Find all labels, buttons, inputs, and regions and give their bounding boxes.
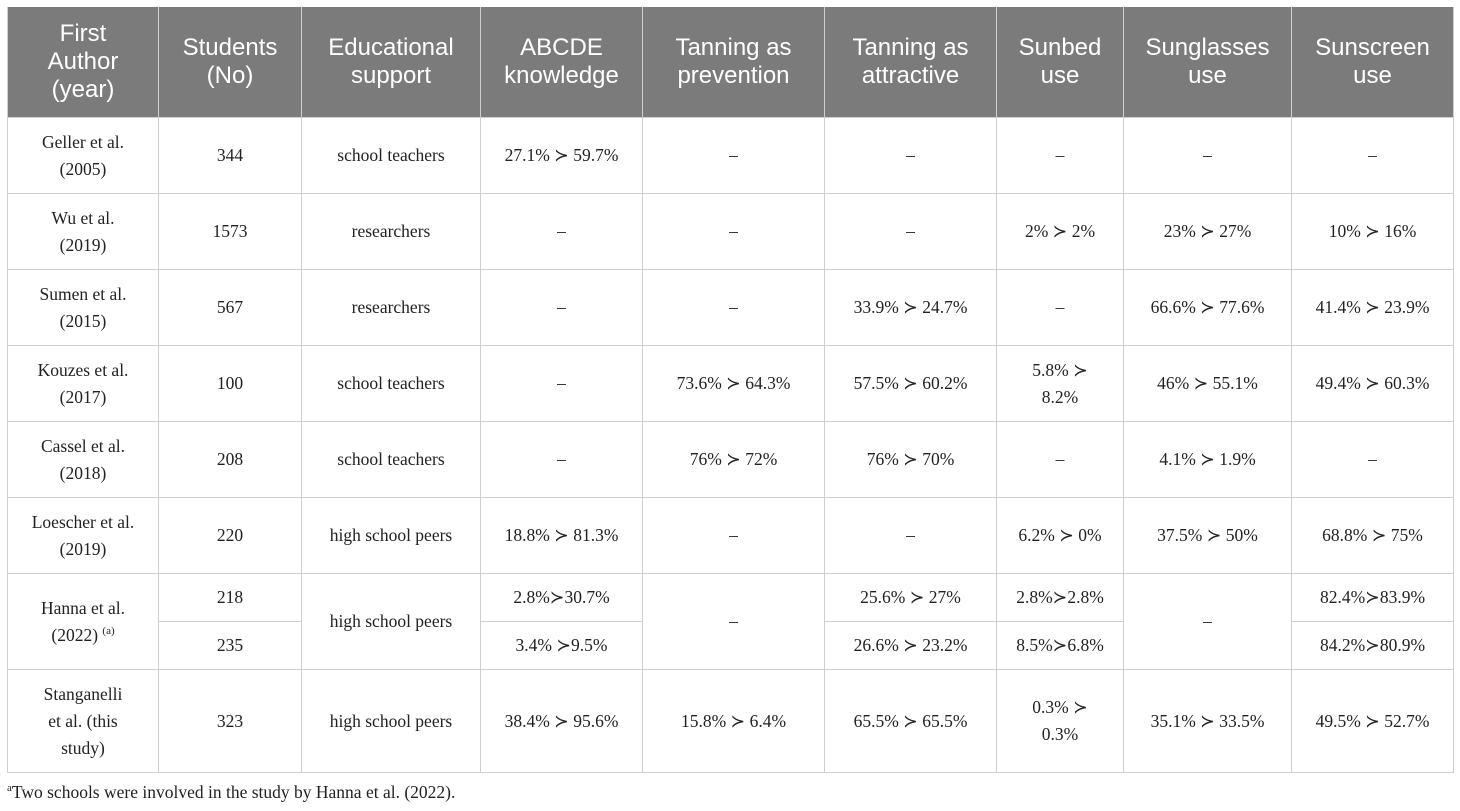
- cell-sunbed: –: [997, 422, 1124, 498]
- footnote-marker: (a): [102, 624, 115, 637]
- cell-author: Wu et al. (2019): [8, 194, 159, 270]
- cell-sunglasses: –: [1124, 118, 1292, 194]
- cell-support: school teachers: [302, 118, 481, 194]
- cell-attractive: –: [825, 118, 997, 194]
- cell-students: 220: [159, 498, 302, 574]
- cell-abcde: 3.4% ≻9.5%: [481, 622, 643, 670]
- table-row: [8, 118, 1454, 194]
- header-abcde: ABCDE knowledge: [481, 7, 643, 118]
- results-table: [7, 7, 1454, 773]
- cell-abcde: 2.8%≻30.7%: [481, 574, 643, 622]
- cell-support: high school peers: [302, 498, 481, 574]
- cell-author: Sumen et al. (2015): [8, 270, 159, 346]
- cell-author: Loescher et al. (2019): [8, 498, 159, 574]
- cell-sunglasses: 37.5% ≻ 50%: [1124, 498, 1292, 574]
- cell-students: 567: [159, 270, 302, 346]
- table-row-hanna-school-1: [8, 574, 1454, 622]
- results-table-container: [7, 7, 1453, 773]
- cell-sunbed: 0.3% ≻ 0.3%: [997, 670, 1124, 773]
- cell-sunglasses: 23% ≻ 27%: [1124, 194, 1292, 270]
- cell-prevention: –: [643, 270, 825, 346]
- cell-author: Kouzes et al. (2017): [8, 346, 159, 422]
- footnote-mark: a: [7, 782, 12, 795]
- cell-sunbed: 8.5%≻6.8%: [997, 622, 1124, 670]
- cell-attractive: 65.5% ≻ 65.5%: [825, 670, 997, 773]
- cell-support: school teachers: [302, 422, 481, 498]
- header-sunbed: Sunbed use: [997, 7, 1124, 118]
- cell-attractive: 57.5% ≻ 60.2%: [825, 346, 997, 422]
- cell-students: 235: [159, 622, 302, 670]
- cell-sunglasses: –: [1124, 574, 1292, 670]
- header-row: [8, 7, 1454, 118]
- cell-prevention: –: [643, 574, 825, 670]
- cell-prevention: –: [643, 194, 825, 270]
- header-sunscreen: Sunscreen use: [1292, 7, 1454, 118]
- table-row: [8, 422, 1454, 498]
- cell-students: 208: [159, 422, 302, 498]
- header-sunglasses: Sunglasses use: [1124, 7, 1292, 118]
- cell-support: researchers: [302, 194, 481, 270]
- cell-author: Stanganelli et al. (this study): [8, 670, 159, 773]
- header-tanning-attractive: Tanning as attractive: [825, 7, 997, 118]
- cell-abcde: –: [481, 194, 643, 270]
- cell-prevention: 73.6% ≻ 64.3%: [643, 346, 825, 422]
- cell-sunscreen: –: [1292, 422, 1454, 498]
- cell-attractive: 76% ≻ 70%: [825, 422, 997, 498]
- cell-attractive: –: [825, 498, 997, 574]
- cell-abcde: 38.4% ≻ 95.6%: [481, 670, 643, 773]
- table-row-this-study: [8, 670, 1454, 773]
- cell-attractive: 25.6% ≻ 27%: [825, 574, 997, 622]
- cell-sunbed: 6.2% ≻ 0%: [997, 498, 1124, 574]
- cell-abcde: –: [481, 346, 643, 422]
- cell-author: Cassel et al. (2018): [8, 422, 159, 498]
- cell-prevention: –: [643, 118, 825, 194]
- table-row: [8, 194, 1454, 270]
- cell-sunbed: 5.8% ≻ 8.2%: [997, 346, 1124, 422]
- table-row: [8, 498, 1454, 574]
- table-footnote: [7, 782, 455, 803]
- cell-author: Geller et al. (2005): [8, 118, 159, 194]
- cell-sunbed: –: [997, 270, 1124, 346]
- cell-abcde: –: [481, 270, 643, 346]
- cell-sunscreen: 68.8% ≻ 75%: [1292, 498, 1454, 574]
- footnote-text: Two schools were involved in the study by Hanna et al. (2022).: [11, 782, 456, 802]
- cell-sunscreen: 10% ≻ 16%: [1292, 194, 1454, 270]
- cell-sunbed: 2% ≻ 2%: [997, 194, 1124, 270]
- header-support: Educational support: [302, 7, 481, 118]
- cell-sunglasses: 35.1% ≻ 33.5%: [1124, 670, 1292, 773]
- table-row: [8, 346, 1454, 422]
- cell-sunbed: 2.8%≻2.8%: [997, 574, 1124, 622]
- cell-author: Hanna et al. (2022) $^{(a)}$: [8, 574, 159, 670]
- cell-support: high school peers: [302, 574, 481, 670]
- cell-prevention: 15.8% ≻ 6.4%: [643, 670, 825, 773]
- cell-sunscreen: 84.2%≻80.9%: [1292, 622, 1454, 670]
- cell-attractive: –: [825, 194, 997, 270]
- cell-attractive: 26.6% ≻ 23.2%: [825, 622, 997, 670]
- table-row: [8, 270, 1454, 346]
- cell-sunscreen: 82.4%≻83.9%: [1292, 574, 1454, 622]
- cell-abcde: 18.8% ≻ 81.3%: [481, 498, 643, 574]
- cell-sunglasses: 66.6% ≻ 77.6%: [1124, 270, 1292, 346]
- cell-support: high school peers: [302, 670, 481, 773]
- cell-sunglasses: 4.1% ≻ 1.9%: [1124, 422, 1292, 498]
- cell-sunscreen: 49.5% ≻ 52.7%: [1292, 670, 1454, 773]
- cell-support: researchers: [302, 270, 481, 346]
- header-author: First Author (year): [8, 7, 159, 118]
- cell-students: 323: [159, 670, 302, 773]
- cell-sunglasses: 46% ≻ 55.1%: [1124, 346, 1292, 422]
- cell-students: 1573: [159, 194, 302, 270]
- header-students: Students (No): [159, 7, 302, 118]
- cell-sunscreen: 49.4% ≻ 60.3%: [1292, 346, 1454, 422]
- cell-students: 100: [159, 346, 302, 422]
- cell-prevention: 76% ≻ 72%: [643, 422, 825, 498]
- cell-students: 218: [159, 574, 302, 622]
- cell-prevention: –: [643, 498, 825, 574]
- cell-students: 344: [159, 118, 302, 194]
- cell-sunbed: –: [997, 118, 1124, 194]
- cell-support: school teachers: [302, 346, 481, 422]
- header-tanning-prevention: Tanning as prevention: [643, 7, 825, 118]
- cell-abcde: –: [481, 422, 643, 498]
- cell-attractive: 33.9% ≻ 24.7%: [825, 270, 997, 346]
- cell-sunscreen: 41.4% ≻ 23.9%: [1292, 270, 1454, 346]
- cell-sunscreen: –: [1292, 118, 1454, 194]
- cell-abcde: 27.1% ≻ 59.7%: [481, 118, 643, 194]
